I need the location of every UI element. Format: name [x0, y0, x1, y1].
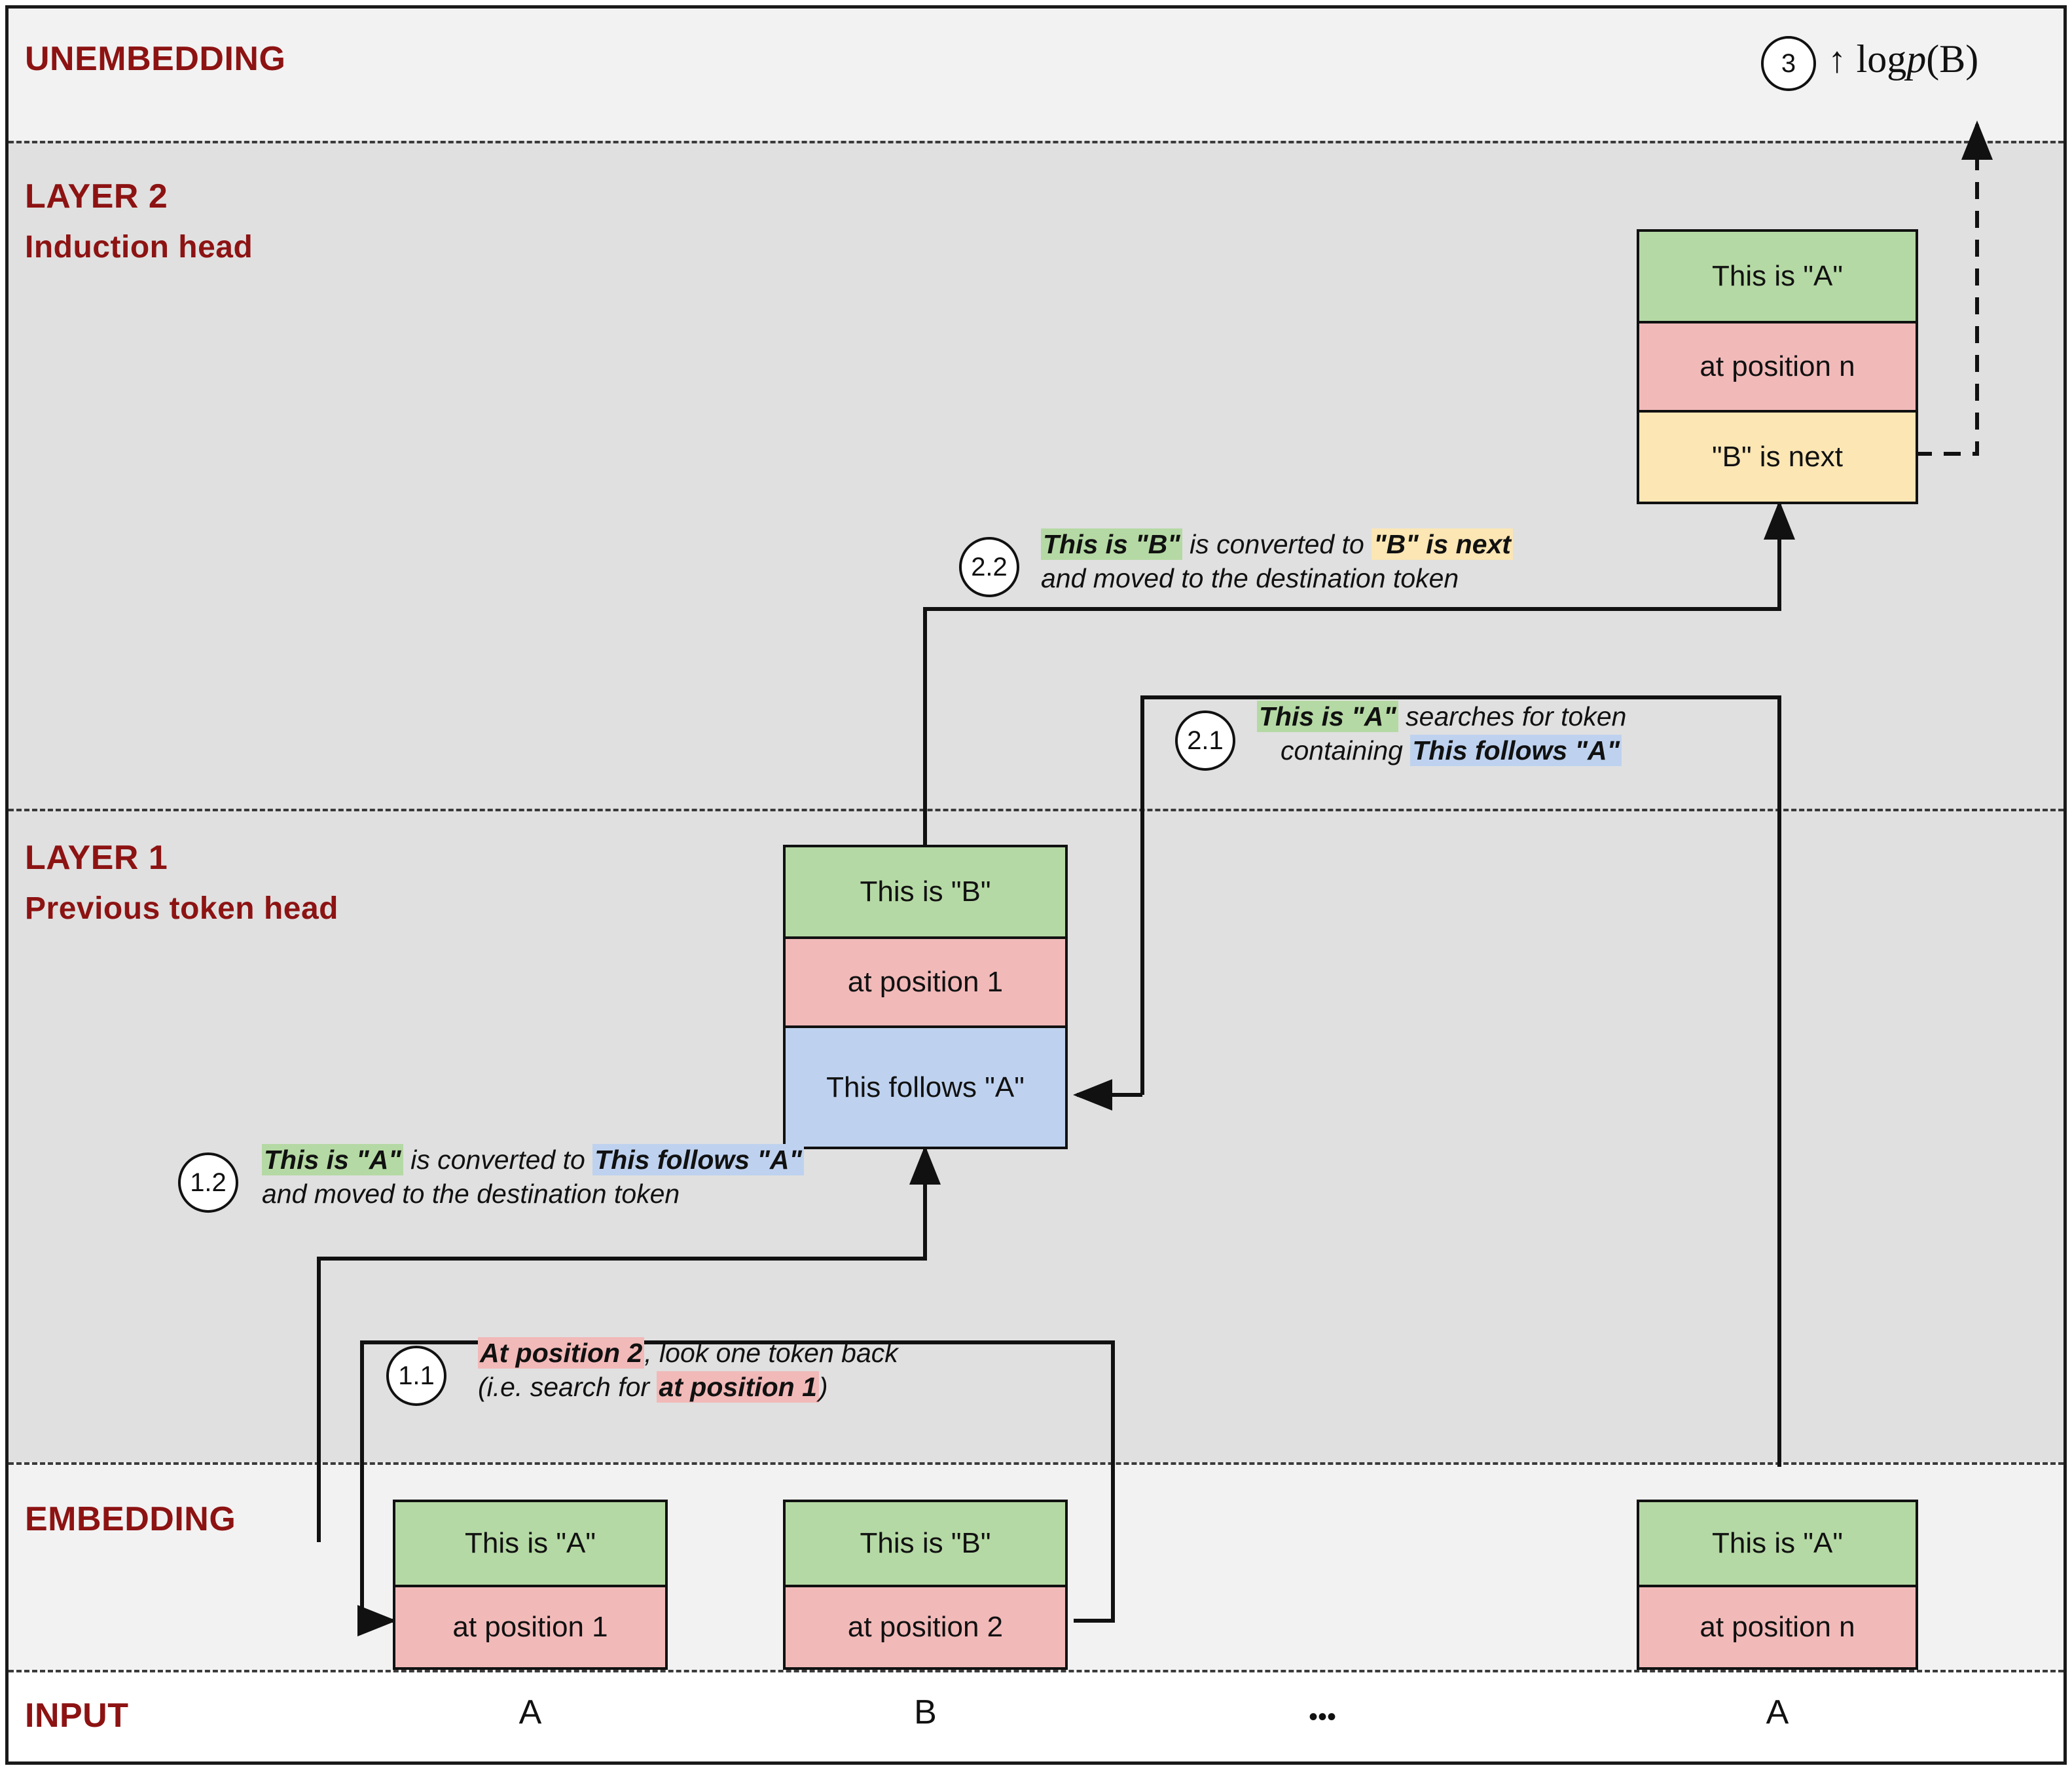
- annotation-step-1-2-line1: [262, 1143, 804, 1177]
- annotation-step-1-2-line2: and moved to the destination token: [262, 1179, 680, 1209]
- annotation-1-1-post: , look one token back: [644, 1338, 898, 1368]
- hl-b-is-next: "B" is next: [1372, 528, 1513, 560]
- hl-this-is-b: This is "B": [1041, 528, 1182, 560]
- token-stack-induction-output: [1637, 229, 1918, 504]
- token-stack-embed-b2: [783, 1500, 1068, 1670]
- annotation-step-1-1-line2: [478, 1370, 898, 1404]
- band-title-input: INPUT: [25, 1697, 129, 1735]
- cell-this-is-a: This is "A": [1639, 232, 1916, 321]
- annotation-step-1-1-line1: [478, 1336, 898, 1370]
- band-title-layer1: LAYER 1: [25, 839, 168, 877]
- input-token-an: A: [1766, 1693, 1789, 1731]
- input-token-b2: B: [914, 1693, 937, 1731]
- cell-embed-b2-token: This is "B": [786, 1502, 1065, 1585]
- token-stack-prev-token-output: [783, 845, 1068, 1149]
- output-p: p: [1906, 37, 1927, 81]
- annotation-step-2-2: [1041, 527, 1513, 596]
- cell-this-follows-a: This follows "A": [786, 1025, 1065, 1147]
- cell-embed-an-position: at position n: [1639, 1585, 1916, 1667]
- band-title-unembedding: UNEMBEDDING: [25, 40, 286, 78]
- hl-this-follows-a-12: This follows "A": [592, 1144, 804, 1175]
- step-3-marker: 3: [1761, 36, 1816, 91]
- cell-this-is-b: This is "B": [786, 847, 1065, 936]
- band-subtitle-layer2: Induction head: [25, 230, 253, 265]
- annotation-1-1-post2: ): [818, 1372, 828, 1403]
- hl-at-position-1: at position 1: [657, 1371, 818, 1403]
- annotation-step-2-2-line1: [1041, 527, 1513, 561]
- annotation-step-1-2: [262, 1143, 804, 1211]
- step-1-1-marker: 1.1: [386, 1346, 446, 1406]
- annotation-step-2-1-line2: [1281, 733, 1626, 767]
- band-title-embedding: EMBEDDING: [25, 1500, 236, 1538]
- cell-at-position-n: at position n: [1639, 321, 1916, 410]
- band-title-layer2: LAYER 2: [25, 177, 168, 215]
- hl-at-position-2: At position 2: [478, 1337, 644, 1369]
- annotation-2-1-pre2: containing: [1281, 735, 1411, 766]
- cell-embed-b2-position: at position 2: [786, 1585, 1065, 1667]
- cell-embed-a1-position: at position 1: [395, 1585, 665, 1667]
- hl-this-is-a-21: This is "A": [1257, 701, 1398, 732]
- annotation-2-1-post: searches for token: [1398, 701, 1627, 731]
- annotation-1-1-pre2: (i.e. search for: [478, 1372, 657, 1403]
- cell-b-is-next: "B" is next: [1639, 410, 1916, 502]
- annotation-step-2-2-line2: and moved to the destination token: [1041, 563, 1459, 594]
- cell-at-position-1: at position 1: [786, 936, 1065, 1025]
- step-1-2-marker: 1.2: [178, 1152, 238, 1213]
- step-2-1-marker: 2.1: [1175, 710, 1235, 771]
- annotation-1-2-mid: is converted to: [403, 1145, 593, 1175]
- hl-this-is-a-12: This is "A": [262, 1144, 403, 1175]
- cell-embed-an-token: This is "A": [1639, 1502, 1916, 1585]
- annotation-step-2-1: [1257, 699, 1626, 768]
- output-arrow: ↑: [1828, 39, 1857, 80]
- annotation-step-1-1: [478, 1336, 898, 1405]
- output-expression: [1828, 37, 1978, 82]
- token-stack-embed-an: [1637, 1500, 1918, 1670]
- input-token-a1: A: [518, 1693, 542, 1731]
- output-arg: (B): [1926, 37, 1979, 81]
- input-token-ellipsis: •••: [1308, 1703, 1336, 1731]
- token-stack-embed-a1: [393, 1500, 668, 1670]
- hl-this-follows-a-21: This follows "A": [1410, 735, 1622, 766]
- band-subtitle-layer1: Previous token head: [25, 891, 338, 926]
- annotation-step-2-1-line1: [1257, 699, 1626, 733]
- output-log: log: [1856, 37, 1907, 81]
- annotation-2-2-mid: is converted to: [1182, 529, 1372, 559]
- cell-embed-a1-token: This is "A": [395, 1502, 665, 1585]
- step-2-2-marker: 2.2: [959, 537, 1019, 597]
